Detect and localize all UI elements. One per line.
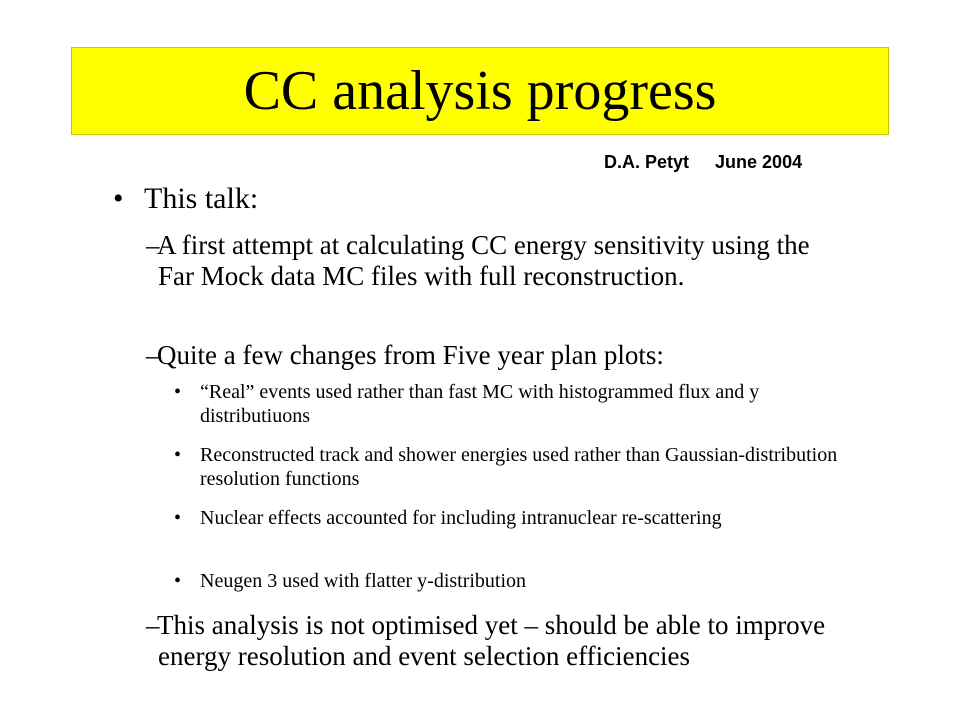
dot-marker: • (174, 381, 182, 403)
subbullet-text: A first attempt at calculating CC energy sensitivity using the Far Mock data MC files with full reconstruction. (157, 230, 810, 291)
dot-marker: • (174, 444, 182, 466)
byline (604, 152, 802, 173)
date: June 2004 (715, 152, 803, 172)
subbullet-text: This analysis is not optimised yet – should be able to improve energy resolution and event selection efficiencies (157, 610, 826, 671)
slide-title: CC analysis progress (243, 60, 717, 122)
author: D.A. Petyt (604, 152, 690, 172)
bullet-marker: • (113, 182, 124, 215)
change-text: Reconstructed track and shower energies used rather than Gaussian-distribution resolution functions (200, 444, 838, 490)
dot-marker: • (174, 570, 182, 592)
title-banner (71, 47, 889, 135)
dot-marker: • (174, 507, 182, 529)
dash-marker: – (146, 610, 160, 640)
change-text: Neugen 3 used with flatter y-distribution (200, 570, 527, 592)
change-text: Nuclear effects accounted for including intranuclear re-scattering (200, 507, 722, 529)
subbullet-text: Quite a few changes from Five year plan plots: (157, 340, 664, 370)
dash-marker: – (146, 340, 160, 370)
dash-marker: – (146, 230, 160, 260)
bullet-text: This talk: (144, 182, 259, 215)
change-text: “Real” events used rather than fast MC with histogrammed flux and y distributiuons (200, 381, 760, 427)
